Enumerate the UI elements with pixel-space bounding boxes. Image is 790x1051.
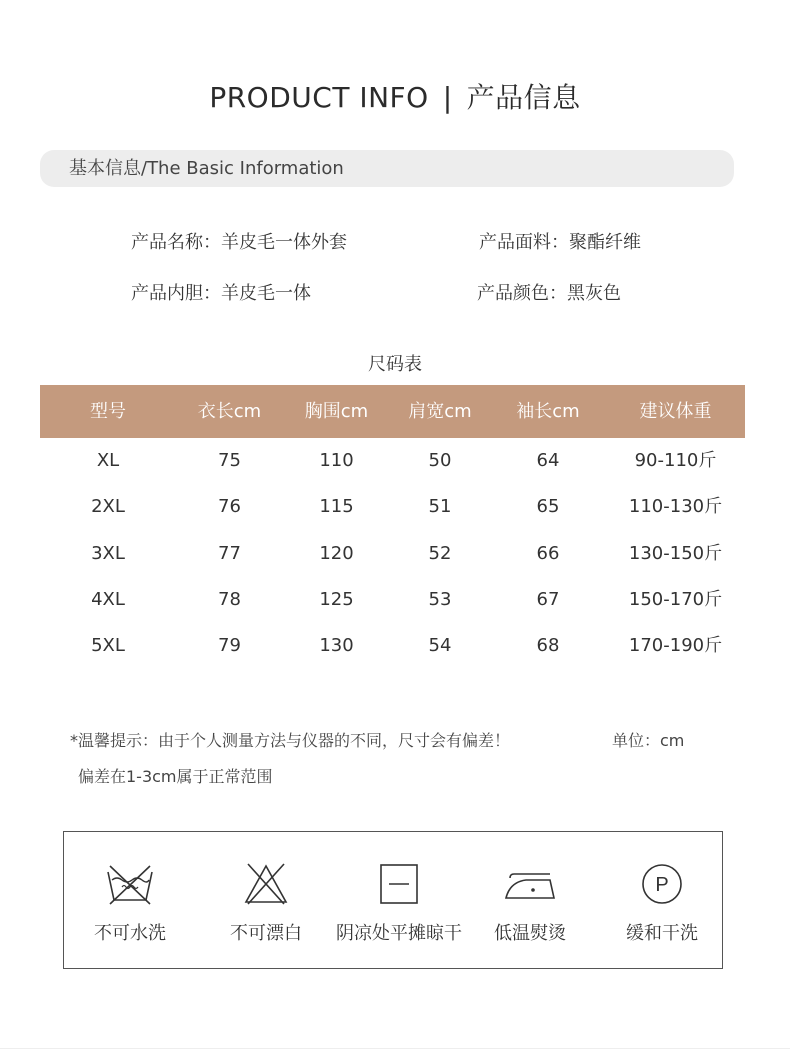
info-color — [477, 282, 621, 306]
cell-length: 76 — [218, 496, 241, 518]
info-value: 羊皮毛一体外套 — [221, 232, 347, 253]
basic-info-section-title: 基本信息/The Basic Information — [69, 158, 344, 179]
cell-weight: 170-190斤 — [628, 635, 723, 657]
care-label-dry-flat-shade: 阴凉处平摊晾干 — [336, 923, 462, 944]
cell-shoulder: 54 — [428, 635, 452, 657]
title-english: PRODUCT INFO — [209, 81, 429, 114]
table-row — [40, 577, 745, 623]
cell-chest: 115 — [319, 496, 354, 518]
table-row — [40, 623, 745, 669]
column-header-sleeve: 袖长cm — [516, 401, 580, 422]
cell-chest: 125 — [319, 588, 354, 610]
info-lining — [131, 282, 311, 306]
cell-shoulder: 53 — [428, 588, 452, 610]
cell-length: 77 — [218, 542, 241, 564]
cell-size: 5XL — [91, 635, 125, 657]
info-label: 产品颜色： — [477, 283, 567, 304]
cell-weight: 150-170斤 — [628, 588, 723, 610]
cell-size: XL — [96, 450, 120, 471]
dry-clean-p-icon — [596, 860, 728, 908]
bottom-divider — [0, 1048, 790, 1049]
low-iron-icon — [464, 860, 596, 908]
care-item-dry-flat-shade — [326, 832, 472, 970]
info-label: 产品名称： — [131, 232, 221, 253]
column-header-length: 衣长cm — [197, 401, 262, 422]
cell-length: 75 — [218, 450, 241, 471]
cell-length: 79 — [218, 635, 241, 657]
no-wash-icon — [64, 860, 196, 908]
cell-weight: 110-130斤 — [628, 496, 723, 518]
cell-shoulder: 51 — [428, 496, 452, 518]
info-value: 黑灰色 — [567, 283, 621, 304]
info-product-name — [131, 231, 347, 255]
info-value: 羊皮毛一体 — [221, 283, 311, 304]
cell-sleeve: 67 — [536, 588, 560, 610]
care-label-no-wash: 不可水洗 — [94, 923, 166, 944]
info-label: 产品面料： — [479, 232, 569, 253]
care-item-dry-clean — [596, 832, 728, 970]
cell-sleeve: 64 — [536, 450, 560, 471]
info-value: 聚酯纤维 — [569, 232, 641, 253]
cell-sleeve: 66 — [536, 542, 560, 564]
care-instructions-box — [63, 831, 723, 969]
care-item-low-iron — [464, 832, 596, 970]
info-label: 产品内胆： — [131, 283, 221, 304]
cell-size: 2XL — [91, 496, 125, 518]
cell-shoulder: 50 — [428, 450, 452, 471]
dry-flat-shade-icon — [326, 860, 472, 908]
column-header-chest: 胸围cm — [304, 401, 369, 422]
table-row — [40, 438, 745, 484]
basic-info-section-bar — [40, 150, 734, 187]
column-header-model: 型号 — [90, 401, 126, 422]
unit-note: 单位：cm — [612, 731, 685, 750]
measurement-tip: *温馨提示：由于个人测量方法与仪器的不同，尺寸会有偏差！ — [70, 731, 511, 750]
column-header-shoulder: 肩宽cm — [408, 401, 472, 422]
cell-chest: 120 — [319, 542, 354, 564]
no-bleach-icon — [196, 860, 336, 908]
column-header-weight: 建议体重 — [639, 401, 712, 422]
care-item-no-bleach — [196, 832, 336, 970]
care-label-no-bleach: 不可漂白 — [230, 923, 302, 944]
care-label-low-iron: 低温熨烫 — [494, 923, 566, 944]
table-row — [40, 484, 745, 530]
size-table-header — [40, 385, 745, 438]
cell-sleeve: 65 — [536, 496, 560, 518]
care-label-dry-clean: 缓和干洗 — [626, 923, 698, 944]
cell-chest: 130 — [319, 635, 354, 657]
cell-weight: 130-150斤 — [628, 542, 723, 564]
page-title — [0, 78, 790, 118]
size-table-body — [40, 438, 745, 669]
cell-shoulder: 52 — [428, 542, 452, 564]
cell-chest: 110 — [319, 450, 354, 471]
size-chart-caption: 尺码表 — [368, 354, 422, 375]
cell-size: 3XL — [91, 542, 125, 564]
cell-weight: 90-110斤 — [634, 450, 717, 471]
cell-length: 78 — [218, 588, 241, 610]
dry-clean-letter: P — [655, 874, 669, 896]
size-table — [40, 385, 745, 669]
table-row — [40, 531, 745, 577]
tolerance-note: 偏差在1-3cm属于正常范围 — [78, 767, 273, 786]
cell-size: 4XL — [91, 588, 125, 610]
title-separator: | — [442, 81, 453, 114]
cell-sleeve: 68 — [536, 635, 560, 657]
info-fabric — [479, 231, 641, 255]
title-chinese: 产品信息 — [466, 81, 581, 114]
care-item-no-wash — [64, 832, 196, 970]
